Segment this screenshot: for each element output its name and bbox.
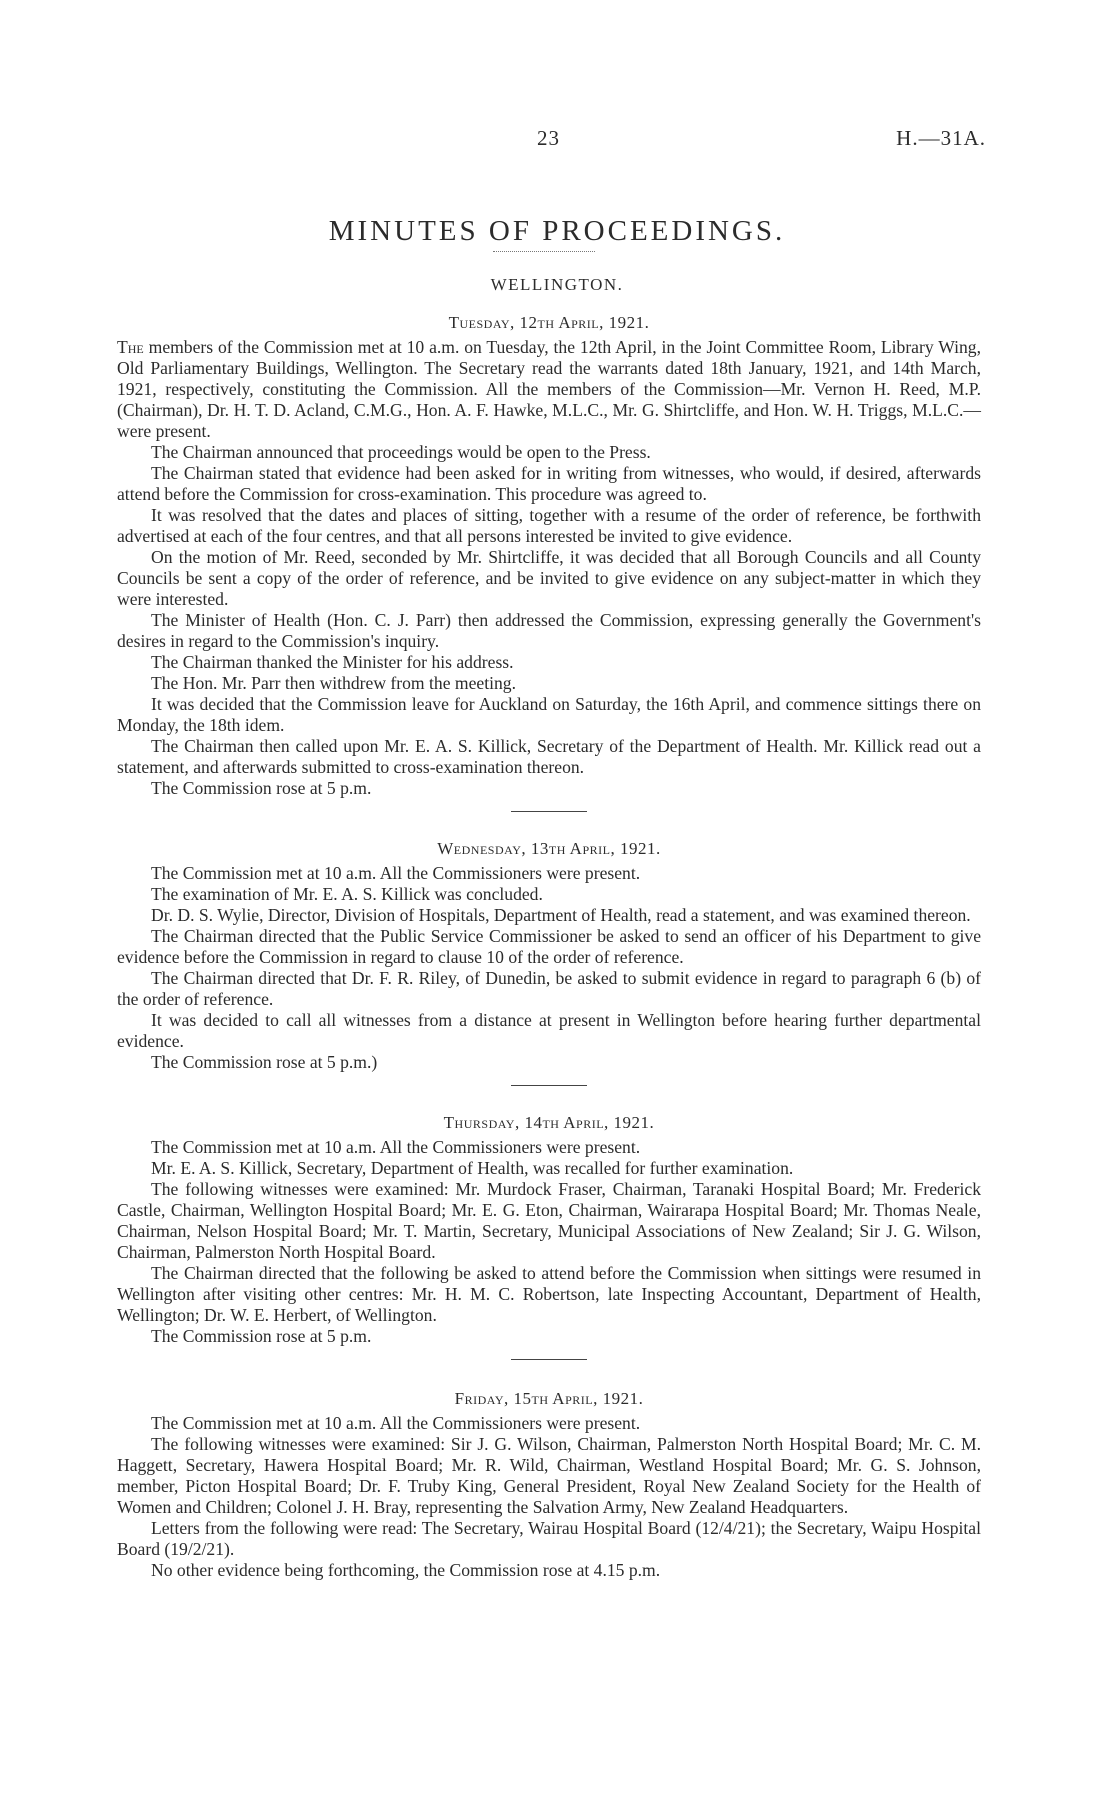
session-paragraph: The Chairman thanked the Minister for his address. <box>151 652 514 672</box>
session-paragraph: The Commission rose at 5 p.m. <box>151 1326 372 1346</box>
session-date: Friday, 15th April, 1921. <box>454 1389 644 1408</box>
session-friday <box>117 1388 981 1581</box>
session-wednesday <box>117 838 981 1073</box>
session-tuesday <box>117 312 981 799</box>
session-paragraph: The Chairman announced that proceedings would be open to the Press. <box>151 442 651 462</box>
section-divider <box>511 811 587 812</box>
page-title: MINUTES OF PROCEEDINGS. <box>328 215 786 248</box>
session-thursday <box>117 1112 981 1347</box>
session-paragraph: The Commission met at 10 a.m. All the Commissioners were present. <box>151 1413 641 1433</box>
session-paragraph: It was resolved that the dates and places of sitting, together with a resume of the order of reference, be forthwith advertised at each of the four centres, and that all persons interested be invited to give evidence. <box>117 505 981 546</box>
session-paragraph: The Chairman stated that evidence had been asked for in writing from witnesses, who would, if desired, afterwards attend before the Commission for cross-examination. This procedure was agreed to. <box>117 463 981 504</box>
session-paragraph: The Commission met at 10 a.m. All the Commissioners were present. <box>151 1137 641 1157</box>
session-paragraph: The Minister of Health (Hon. C. J. Parr) then addressed the Commission, expressing generally the Government's desires in regard to the Commission's inquiry. <box>117 610 981 651</box>
section-divider <box>511 1359 587 1360</box>
session-paragraph: The Commission met at 10 a.m. All the Commissioners were present. <box>151 863 641 883</box>
place-heading: WELLINGTON. <box>490 275 624 294</box>
session-paragraph: The following witnesses were examined: Sir J. G. Wilson, Chairman, Palmerston North Hospital Board; Mr. C. M. Haggett, Secretary, Hawera Hospital Board; Mr. R. Wild, Chairman, Westland Hospital Board; Mr. G. S. Johnson, member, Picton Hospital Board; Dr. F. Truby King, General President, Royal New Zealand Society for the Health of Women and Children; Colonel J. H. Bray, representing the Salvation Army, New Zealand Headquarters. <box>117 1434 981 1517</box>
session-paragraph: The Chairman then called upon Mr. E. A. S. Killick, Secretary of the Department of Health. Mr. Killick read out a statement, and afterwards submitted to cross-examination thereon. <box>117 736 981 777</box>
session-paragraph: The Chairman directed that Dr. F. R. Riley, of Dunedin, be asked to submit evidence in regard to paragraph 6 (b) of the order of reference. <box>117 968 981 1009</box>
session-date: Thursday, 14th April, 1921. <box>443 1113 655 1132</box>
session-paragraph: Mr. E. A. S. Killick, Secretary, Department of Health, was recalled for further examination. <box>151 1158 794 1178</box>
session-paragraph: The following witnesses were examined: Mr. Murdock Fraser, Chairman, Taranaki Hospital Board; Mr. Frederick Castle, Chairman, Wellington Hospital Board; Mr. E. G. Eton, Chairman, Wairarapa Hospital Board; Mr. Thomas Neale, Chairman, Nelson Hospital Board; Mr. T. Martin, Secretary, Municipal Associations of New Zealand; Sir J. G. Wilson, Chairman, Palmerston North Hospital Board. <box>117 1179 981 1262</box>
session-paragraph: It was decided to call all witnesses from a distance at present in Wellington before hearing further departmental evidence. <box>117 1010 981 1051</box>
minutes-body <box>117 312 981 1581</box>
session-paragraph: The Chairman directed that the following be asked to attend before the Commission when sittings were resumed in Wellington after visiting other centres: Mr. H. M. C. Robertson, late Inspecting Accountant, Department of Health, Wellington; Dr. W. E. Herbert, of Wellington. <box>117 1263 981 1325</box>
session-paragraph: The Hon. Mr. Parr then withdrew from the meeting. <box>151 673 516 693</box>
session-paragraph: The Commission rose at 5 p.m.) <box>151 1052 378 1072</box>
session-paragraph: Dr. D. S. Wylie, Director, Division of Hospitals, Department of Health, read a statement, and was examined thereon. <box>151 905 971 925</box>
title-divider <box>493 251 595 252</box>
session-paragraph: The examination of Mr. E. A. S. Killick was concluded. <box>151 884 543 904</box>
session-paragraph: The Chairman directed that the Public Service Commissioner be asked to send an officer of his Department to give evidence before the Commission in regard to clause 10 of the order of reference. <box>117 926 981 967</box>
session-paragraph: It was decided that the Commission leave for Auckland on Saturday, the 16th April, and commence sittings there on Monday, the 18th idem. <box>117 694 981 735</box>
session-paragraph: The Commission rose at 5 p.m. <box>151 778 372 798</box>
session-paragraph: The members of the Commission met at 10 a.m. on Tuesday, the 12th April, in the Joint Committee Room, Library Wing, Old Parliamentary Buildings, Wellington. The Secretary read the warrants dated 18th January, 1921, and 14th March, 1921, respectively, constituting the Commission. All the members of the Commission—Mr. Vernon H. Reed, M.P. (Chairman), Dr. H. T. D. Acland, C.M.G., Hon. A. F. Hawke, M.L.C., Mr. G. Shirtcliffe, and Hon. W. H. Triggs, M.L.C.—were present. <box>117 337 981 441</box>
document-reference: H.—31A. <box>896 126 986 150</box>
session-paragraph: On the motion of Mr. Reed, seconded by Mr. Shirtcliffe, it was decided that all Borough Councils and all County Councils be sent a copy of the order of reference, and be invited to give evidence on any subject-matter in which they were interested. <box>117 547 981 609</box>
session-date: Wednesday, 13th April, 1921. <box>437 839 661 858</box>
session-paragraph: No other evidence being forthcoming, the Commission rose at 4.15 p.m. <box>151 1560 661 1580</box>
page-number: 23 <box>537 126 560 150</box>
session-date: Tuesday, 12th April, 1921. <box>448 313 650 332</box>
page-header <box>0 126 1114 156</box>
session-paragraph: Letters from the following were read: The Secretary, Wairau Hospital Board (12/4/21); the Secretary, Waipu Hospital Board (19/2/21). <box>117 1518 981 1559</box>
section-divider <box>511 1085 587 1086</box>
